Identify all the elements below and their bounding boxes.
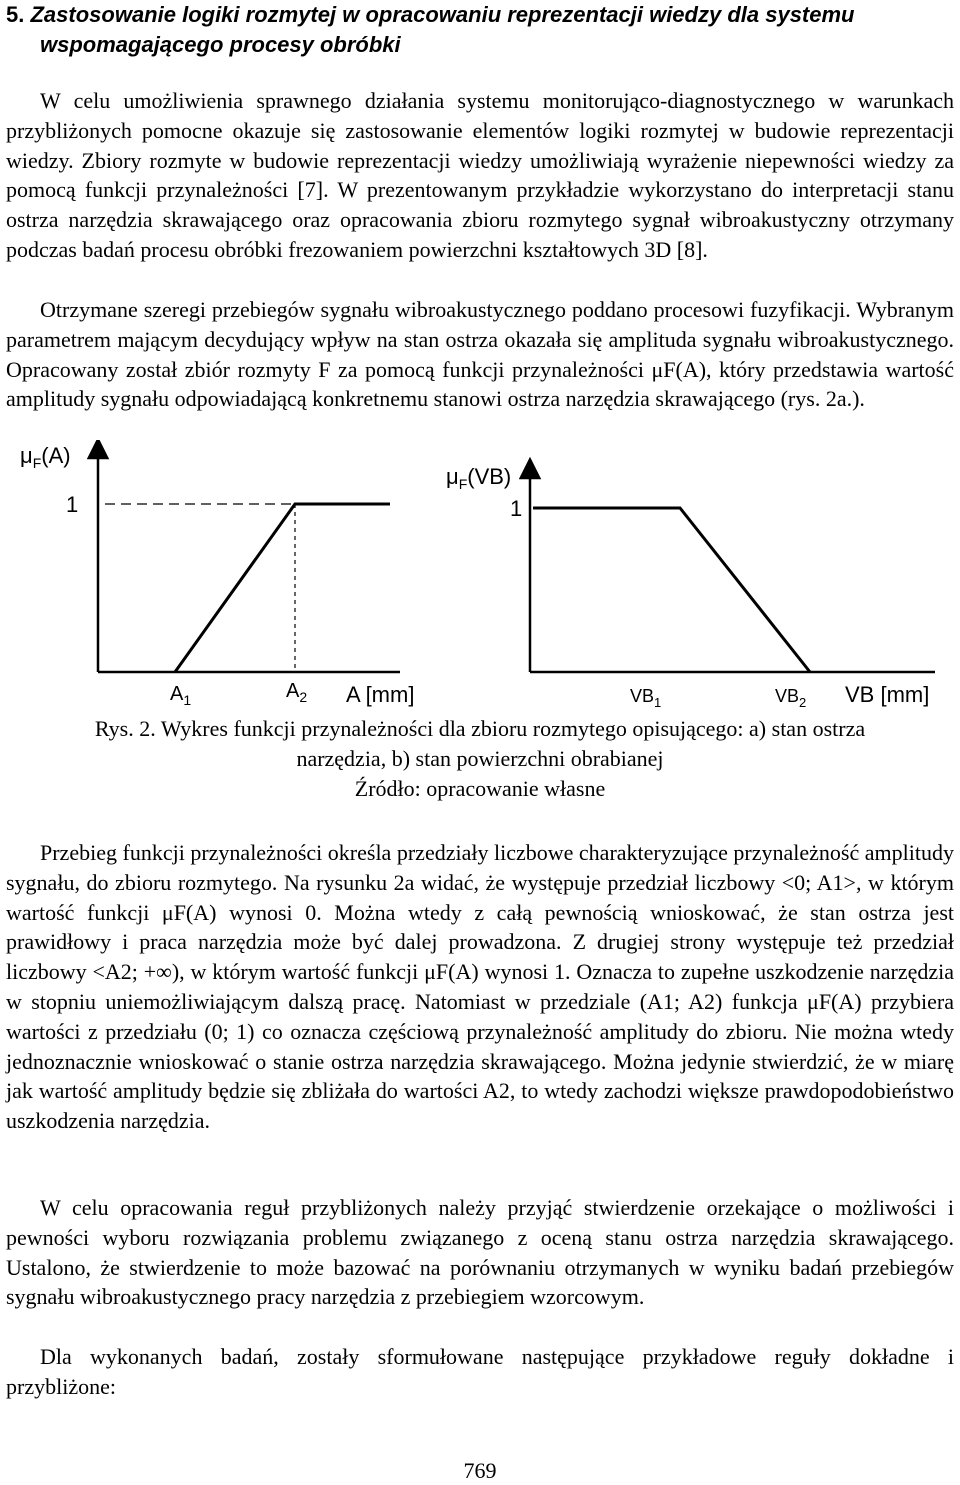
chart-a-y-tick: 1 (66, 492, 79, 517)
paragraph-3 (6, 838, 954, 1136)
chart-a-membership-curve (175, 504, 390, 672)
chart-b-ylabel: $\mu_F(VB)$ (446, 464, 512, 492)
page-number: 769 (463, 1458, 497, 1483)
membership-function-figure (0, 440, 960, 710)
paragraph-4-text: W celu opracowania reguł przybliżonych należy przyjąć stwierdzenie orzekające o możliwości i pewności wyboru rozwiązania problemu związanego z oceną stanu ostrza narzędzia skrawającego. Ustalono, że stwierdzenie to może bazować na porównaniu otrzymanych w wyniku badań przebiegów sygnału wibroakustycznego pracy narzędzia z przebiegiem wzorcowym. (6, 1195, 954, 1310)
section-title-line2: wspomagającego procesy obróbki (40, 32, 401, 57)
figure-caption (0, 714, 960, 804)
chart-a-x-tick-a2: $A_2$ (286, 680, 308, 705)
chart-b-xlabel: VB [mm] (845, 682, 930, 707)
paragraph-5 (6, 1342, 954, 1402)
paragraph-2 (6, 295, 954, 414)
chart-a-xlabel: A [mm] (346, 682, 415, 707)
chart-b-membership-curve (533, 508, 810, 672)
chart-b-x-tick-vb1: $VB_1$ (630, 686, 662, 710)
caption-line1: Rys. 2. Wykres funkcji przynależności dla zbioru rozmytego opisującego: a) stan ostrza (94, 716, 866, 741)
chart-b (446, 464, 935, 710)
chart-a-x-tick-a1: $A_1$ (170, 683, 192, 708)
paragraph-4 (6, 1193, 954, 1312)
chart-b-x-tick-vb2: $VB_2$ (775, 686, 807, 710)
section-title-line1: Zastosowanie logiki rozmytej w opracowaniu reprezentacji wiedzy dla systemu (30, 2, 855, 27)
caption-line2: narzędzia, b) stan powierzchni obrabianej (296, 746, 664, 771)
paragraph-5-text: Dla wykonanych badań, zostały sformułowane następujące przykładowe reguły dokładne i przybliżone: (6, 1344, 954, 1399)
chart-a-ylabel: $\mu_F(A)$ (20, 443, 71, 471)
paragraph-1 (6, 86, 954, 265)
chart-a (20, 443, 414, 708)
chart-b-y-tick: 1 (510, 496, 523, 521)
paragraph-1-text: W celu umożliwienia sprawnego działania systemu monitorująco-diagnostycznego w warunkach przybliżonych pomocne okazuje się zastosowanie elementów logiki rozmytej w budowie reprezentacji wiedzy. Zbiory rozmyte w budowie reprezentacji wiedzy umożliwiają wyrażenie niepewności wiedzy za pomocą funkcji przynależności [7]. W prezentowanym przykładzie wykorzystano do interpretacji stanu ostrza narzędzia skrawającego oraz opracowania zbioru rozmytego sygnał wibroakustyczny otrzymany podczas badań procesu obróbki frezowaniem powierzchni kształtowych 3D [8]. (6, 88, 954, 262)
caption-source: Źródło: opracowanie własne (354, 776, 606, 801)
paragraph-3-text: Przebieg funkcji przynależności określa przedziały liczbowe charakteryzujące przynależność amplitudy sygnału, do zbioru rozmytego. Na rysunku 2a widać, że występuje przedział liczbowy <0; A1>, w którym wartość funkcji μF(A) wynosi 0. Można wtedy z całą pewnością wnioskować, że stan ostrza jest prawidłowy i praca narzędzia może być dalej prowadzona. Z drugiej strony występuje też przedział liczbowy <A2; +∞), w którym wartość funkcji μF(A) wynosi 1. Oznacza to zupełne uszkodzenie narzędzia w stopniu uniemożliwiającym dalszą pracę. Natomiast w przedziale (A1; A2) funkcja μF(A) przybiera wartości z przedziału (0; 1) co oznacza częściową przynależność amplitudy do zbioru. Nie można wtedy jednoznacznie wnioskować o stanie ostrza narzędzia skrawającego. Można jedynie stwierdzić, że w miarę jak wartość amplitudy będzie się zbliżała do wartości A2, to wtedy zachodzi większe prawdopodobieństwo uszkodzenia narzędzia. (6, 840, 954, 1134)
paragraph-2-text: Otrzymane szeregi przebiegów sygnału wibroakustycznego poddano procesowi fuzyfikacji. Wybranym parametrem mającym decydujący wpływ na stan ostrza okazała się amplituda sygnału wibroakustycznego. Opracowany został zbiór rozmyty F za pomocą funkcji przynależności μF(A), który przedstawia wartość amplitudy sygnału odpowiadającą konkretnemu stanowi ostrza narzędzia skrawającego (rys. 2a.). (6, 297, 954, 412)
section-number: 5. (6, 2, 25, 27)
section-heading (6, 0, 956, 60)
